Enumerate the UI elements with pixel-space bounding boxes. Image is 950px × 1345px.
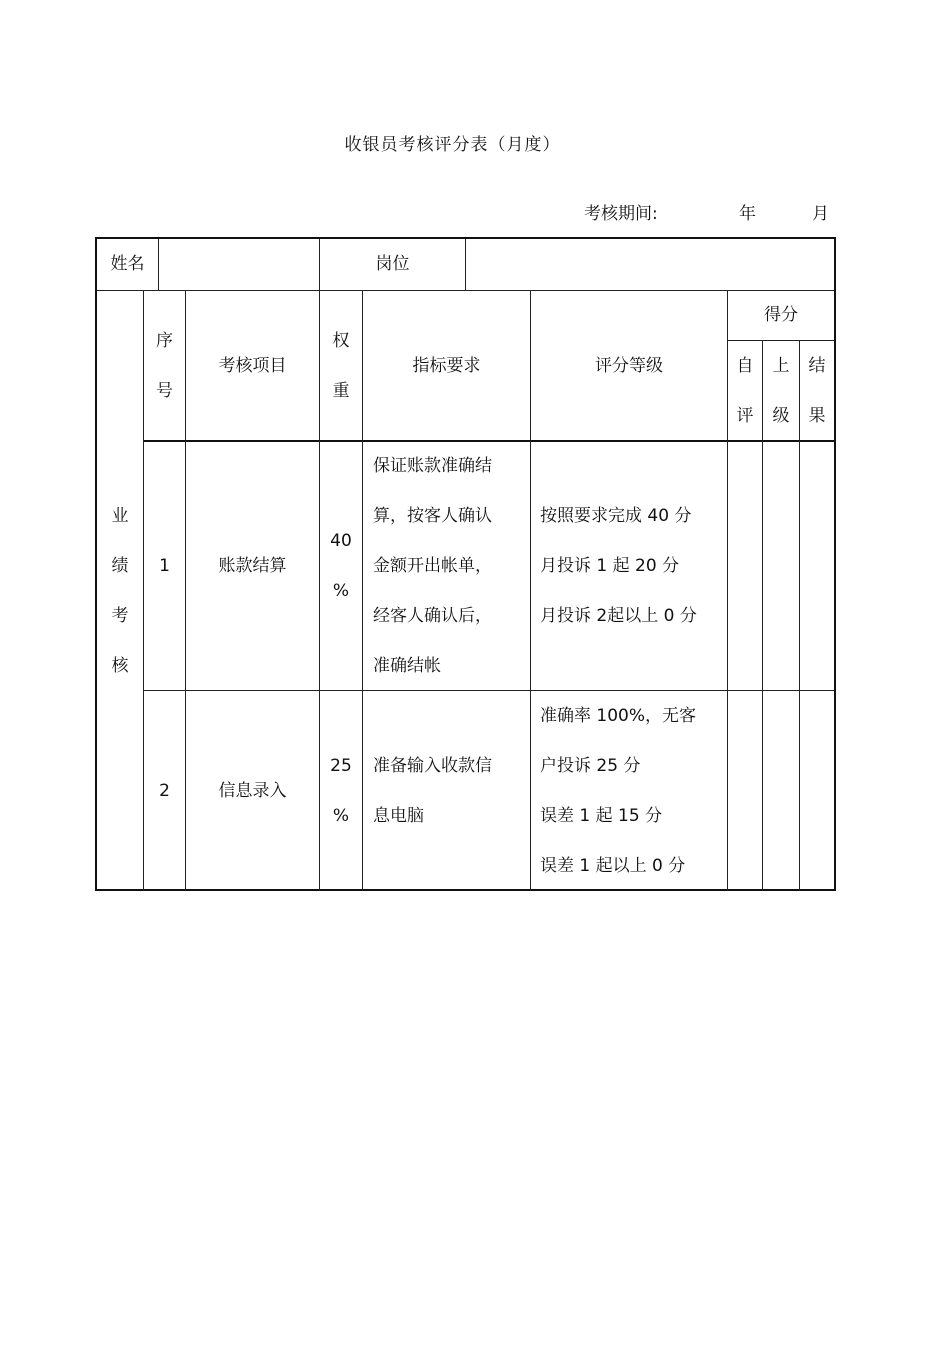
row-1-grading-line-1: 按照要求完成 40 分 xyxy=(540,506,692,526)
row-1-requirement xyxy=(373,442,530,690)
row-1-requirement-line-2: 算，按客人确认 xyxy=(373,506,492,526)
section-label-char-3: 考 xyxy=(111,606,129,626)
post-field[interactable] xyxy=(466,239,834,290)
section-label-char-2: 绩 xyxy=(111,556,129,576)
row-1-requirement-line-1: 保证账款准确结 xyxy=(373,456,492,476)
period-year-label: 年 xyxy=(739,204,756,224)
row-2-requirement-line-2: 息电脑 xyxy=(373,806,424,826)
name-field[interactable] xyxy=(159,239,319,290)
row-2-self-score[interactable] xyxy=(728,691,762,891)
row-2-requirement xyxy=(373,691,530,891)
section-label-char-4: 核 xyxy=(111,656,129,676)
period-label: 考核期间: xyxy=(584,204,658,224)
column-result-char-2: 果 xyxy=(808,405,826,426)
row-2-superior-score[interactable] xyxy=(763,691,799,891)
column-superior-char-1: 上 xyxy=(772,355,790,376)
row-2-requirement-line-1: 准备输入收款信 xyxy=(373,756,492,776)
column-requirement-header: 指标要求 xyxy=(412,355,481,376)
column-weight-char-1: 权 xyxy=(332,331,350,351)
section-label xyxy=(97,291,143,891)
row-1-requirement-line-4: 经客人确认后， xyxy=(373,606,492,626)
column-seq-char-2: 号 xyxy=(156,381,173,401)
column-score-header: 得分 xyxy=(764,305,798,325)
row-2-grading-line-3: 误差 1 起 15 分 xyxy=(540,806,663,826)
row-2-seq: 2 xyxy=(159,780,170,801)
row-1-superior-score[interactable] xyxy=(763,442,799,690)
row-1-weight-unit: % xyxy=(332,581,350,601)
column-weight-header xyxy=(320,291,362,441)
row-1-weight xyxy=(320,442,362,690)
row-1-seq: 1 xyxy=(159,555,170,576)
row-1-requirement-line-5: 准确结帐 xyxy=(373,656,441,676)
column-self-header xyxy=(728,341,762,440)
row-2-grading-line-1: 准确率 100%，无客 xyxy=(540,706,697,726)
evaluation-table xyxy=(95,237,836,891)
row-1-weight-value: 40 xyxy=(330,531,352,551)
column-seq-header xyxy=(144,291,185,441)
row-1-result-score[interactable] xyxy=(800,442,834,690)
column-item-header: 考核项目 xyxy=(218,355,287,376)
column-grading-header: 评分等级 xyxy=(595,355,663,376)
row-1-requirement-line-3: 金额开出帐单， xyxy=(373,556,492,576)
row-2-weight-unit: % xyxy=(332,806,350,826)
section-label-char-1: 业 xyxy=(111,506,129,526)
row-1-self-score[interactable] xyxy=(728,442,762,690)
column-self-char-2: 评 xyxy=(736,405,754,426)
row-1-item: 账款结算 xyxy=(218,555,287,576)
row-2-grading xyxy=(540,691,727,891)
column-weight-char-2: 重 xyxy=(332,381,350,401)
column-result-header xyxy=(800,341,834,440)
row-2-result-score[interactable] xyxy=(800,691,834,891)
row-2-weight-value: 25 xyxy=(330,756,352,776)
column-result-char-1: 结 xyxy=(808,355,826,376)
row-1-grading xyxy=(540,442,727,690)
period-month-label: 月 xyxy=(812,204,829,224)
column-seq-char-1: 序 xyxy=(156,331,173,351)
row-2-weight xyxy=(320,691,362,891)
post-label: 岗位 xyxy=(375,254,410,274)
row-1-grading-line-2: 月投诉 1 起 20 分 xyxy=(540,556,680,576)
column-superior-char-2: 级 xyxy=(772,405,790,426)
row-2-grading-line-4: 误差 1 起以上 0 分 xyxy=(540,856,686,876)
column-self-char-1: 自 xyxy=(736,355,754,376)
row-1-grading-line-3: 月投诉 2起以上 0 分 xyxy=(540,606,697,626)
column-superior-header xyxy=(763,341,799,440)
row-2-grading-line-2: 户投诉 25 分 xyxy=(540,756,641,776)
name-label: 姓名 xyxy=(110,254,145,274)
row-2-item: 信息录入 xyxy=(218,780,287,801)
page-title: 收银员考核评分表（月度） xyxy=(344,135,561,155)
